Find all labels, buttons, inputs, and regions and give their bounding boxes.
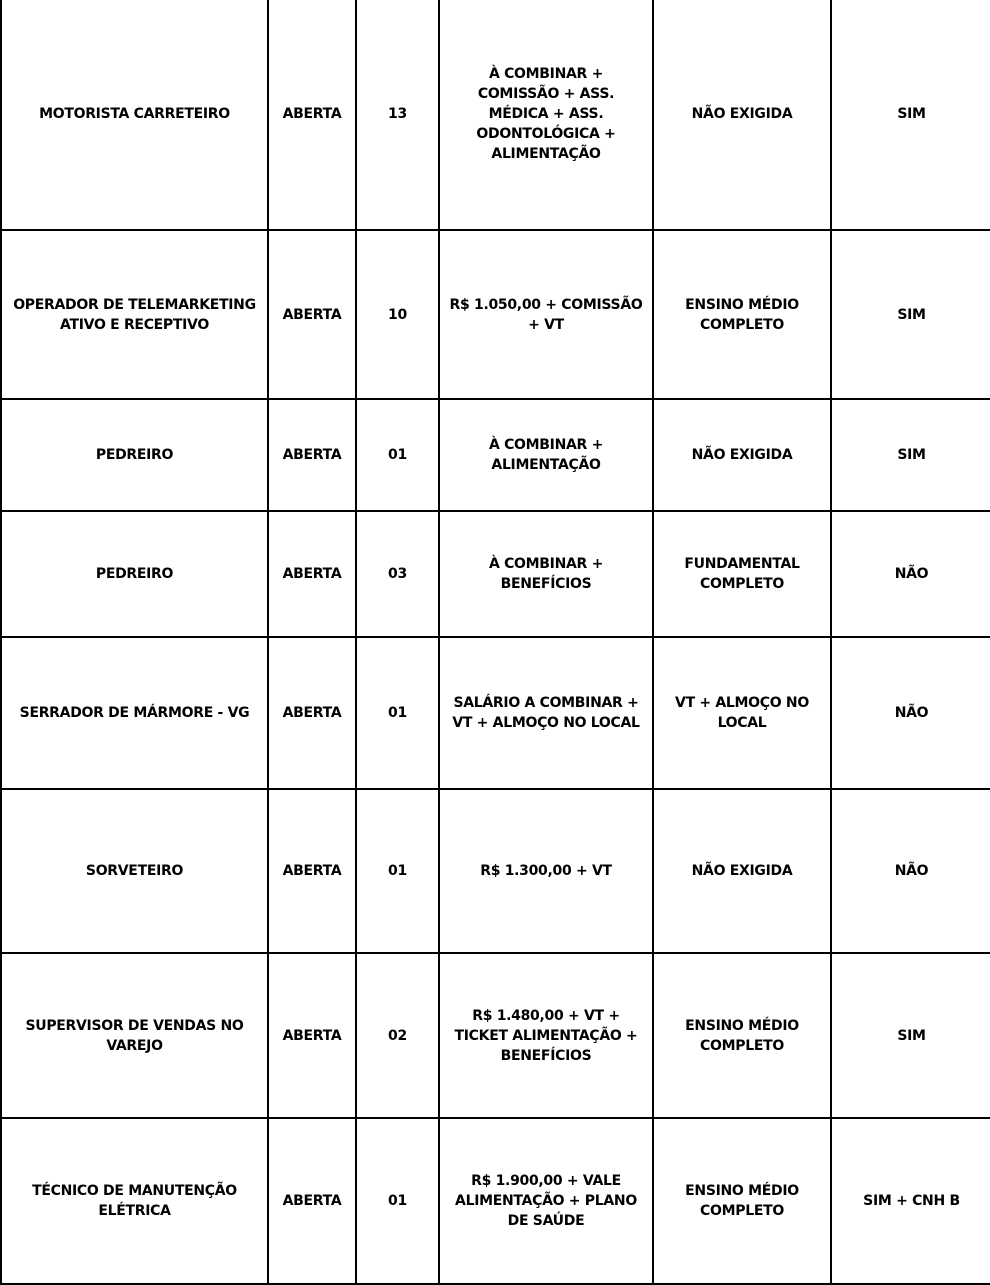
cell-experiencia: SIM (831, 230, 990, 399)
cell-experiencia: NÃO (831, 511, 990, 637)
table-row (1, 511, 990, 637)
cell-escolaridade: FUNDAMENTAL COMPLETO (653, 511, 831, 637)
cell-vagas: 03 (356, 511, 439, 637)
cell-situacao: ABERTA (268, 789, 356, 953)
job-openings-body (1, 0, 990, 1284)
table-row (1, 1118, 990, 1284)
cell-remuneracao: R$ 1.050,00 + COMISSÃO + VT (439, 230, 653, 399)
cell-experiencia: NÃO (831, 637, 990, 789)
cell-situacao: ABERTA (268, 0, 356, 230)
cell-remuneracao: R$ 1.300,00 + VT (439, 789, 653, 953)
cell-situacao: ABERTA (268, 953, 356, 1118)
cell-experiencia: NÃO (831, 789, 990, 953)
cell-cargo: TÉCNICO DE MANUTENÇÃO ELÉTRICA (1, 1118, 268, 1284)
cell-escolaridade: NÃO EXIGIDA (653, 789, 831, 953)
table-row (1, 953, 990, 1118)
cell-remuneracao: À COMBINAR + BENEFÍCIOS (439, 511, 653, 637)
table-row (1, 637, 990, 789)
cell-escolaridade: NÃO EXIGIDA (653, 0, 831, 230)
cell-vagas: 02 (356, 953, 439, 1118)
cell-cargo: PEDREIRO (1, 511, 268, 637)
table-row (1, 230, 990, 399)
cell-remuneracao: À COMBINAR + COMISSÃO + ASS. MÉDICA + ASS. ODONTOLÓGICA + ALIMENTAÇÃO (439, 0, 653, 230)
table-row (1, 789, 990, 953)
cell-remuneracao: R$ 1.900,00 + VALE ALIMENTAÇÃO + PLANO DE SAÚDE (439, 1118, 653, 1284)
cell-situacao: ABERTA (268, 399, 356, 511)
cell-cargo: MOTORISTA CARRETEIRO (1, 0, 268, 230)
cell-remuneracao: À COMBINAR + ALIMENTAÇÃO (439, 399, 653, 511)
cell-escolaridade: ENSINO MÉDIO COMPLETO (653, 953, 831, 1118)
cell-cargo: SERRADOR DE MÁRMORE - VG (1, 637, 268, 789)
cell-situacao: ABERTA (268, 230, 356, 399)
cell-cargo: OPERADOR DE TELEMARKETING ATIVO E RECEPTIVO (1, 230, 268, 399)
cell-experiencia: SIM (831, 953, 990, 1118)
cell-vagas: 01 (356, 1118, 439, 1284)
cell-cargo: SORVETEIRO (1, 789, 268, 953)
cell-vagas: 01 (356, 789, 439, 953)
cell-vagas: 01 (356, 399, 439, 511)
cell-experiencia: SIM + CNH B (831, 1118, 990, 1284)
cell-situacao: ABERTA (268, 511, 356, 637)
cell-cargo: SUPERVISOR DE VENDAS NO VAREJO (1, 953, 268, 1118)
cell-vagas: 10 (356, 230, 439, 399)
cell-cargo: PEDREIRO (1, 399, 268, 511)
cell-vagas: 01 (356, 637, 439, 789)
cell-escolaridade: VT + ALMOÇO NO LOCAL (653, 637, 831, 789)
cell-experiencia: SIM (831, 0, 990, 230)
cell-situacao: ABERTA (268, 637, 356, 789)
cell-remuneracao: SALÁRIO A COMBINAR + VT + ALMOÇO NO LOCAL (439, 637, 653, 789)
cell-escolaridade: NÃO EXIGIDA (653, 399, 831, 511)
table-row (1, 0, 990, 230)
table-row (1, 399, 990, 511)
cell-vagas: 13 (356, 0, 439, 230)
cell-situacao: ABERTA (268, 1118, 356, 1284)
cell-escolaridade: ENSINO MÉDIO COMPLETO (653, 1118, 831, 1284)
cell-remuneracao: R$ 1.480,00 + VT + TICKET ALIMENTAÇÃO + BENEFÍCIOS (439, 953, 653, 1118)
cell-experiencia: SIM (831, 399, 990, 511)
cell-escolaridade: ENSINO MÉDIO COMPLETO (653, 230, 831, 399)
